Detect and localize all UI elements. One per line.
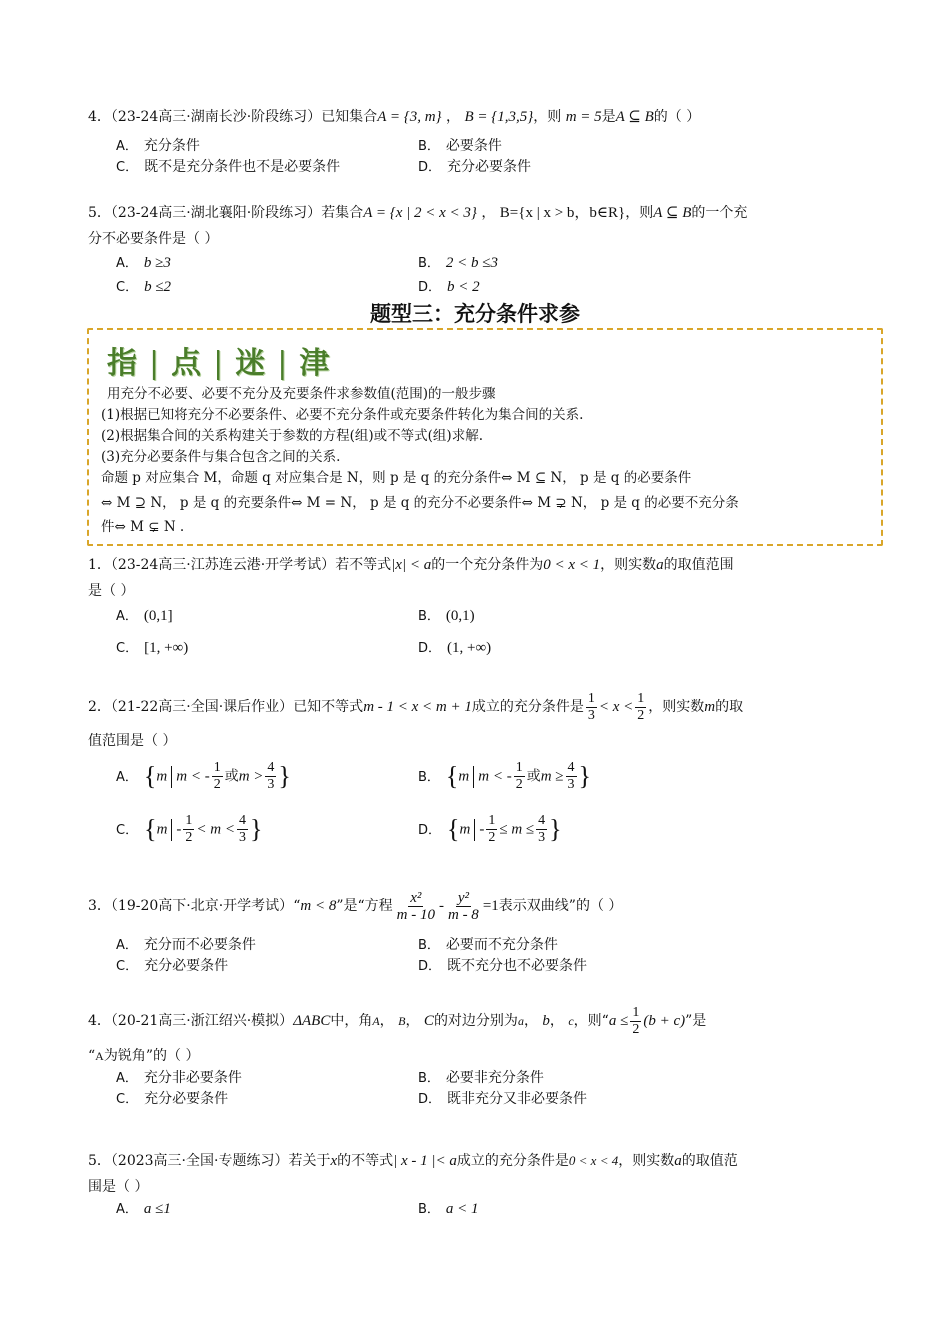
tip-line: 命题 p 对应集合 M，命题 q 对应集合是 N，则 p 是 q 的充分条件⇔ M ⊆ N， p 是 q 的必要条件	[101, 470, 692, 486]
tip-line: ⇔ M ⊇ N， p 是 q 的充要条件⇔ M = N， p 是 q 的充分不必要条件⇔ M ⊋ N， p 是 q 的必要不充分条	[101, 495, 739, 511]
tip-line: (3)充分必要条件与集合包含之间的关系.	[101, 449, 341, 465]
q2-option-b[interactable]: B． {m m < - $\frac{1}{2}$ 或m ≥ $\frac{4}{3}$ }	[418, 760, 592, 792]
q1-stem: 1．（23-24高三·江苏连云港·开学考试）若不等式|x| < a的一个充分条件为0 < x < 1，则实数a的取值范围 是（ ）	[88, 557, 734, 599]
q2-stem: 2．（21-22高三·全国·课后作业）已知不等式m - 1 < x < m + 1成立的充分条件是 $\frac{1}{3}$ < x < $\frac{1}{2}$ ，则实数m的取 值范围是（ ）	[88, 690, 744, 749]
tip-line: 用充分不必要、必要不充分及充要条件求参数值(范围)的一般步骤	[107, 386, 496, 402]
prev-q5-option-a[interactable]: A． b ≥3	[116, 255, 171, 271]
prev-q4-option-b[interactable]: B． 必要条件	[418, 138, 502, 154]
prev-q5-option-b[interactable]: B． 2 < b ≤3	[418, 255, 499, 271]
prev-q4-option-c[interactable]: C． 既不是充分条件也不是必要条件	[116, 159, 341, 175]
q2-option-c[interactable]: C． {m - $\frac{1}{2}$ < m < $\frac{4}{3}$ }	[116, 813, 263, 845]
tip-title: 指 | 点 | 迷 | 津	[107, 346, 332, 381]
prev-q5-option-c[interactable]: C． b ≤2	[116, 279, 172, 295]
q5-stem: 5．（2023高三·全国·专题练习）若关于x的不等式| x - 1 |< a成立的充分条件是0 < x < 4，则实数a的取值范 围是（ ）	[88, 1153, 738, 1195]
q4-option-a[interactable]: A． 充分非必要条件	[116, 1070, 242, 1086]
q3-stem: 3．（19-20高下·北京·开学考试）“m < 8”是“方程 $\frac{\text{x²}}{m - 10}$ - $\frac{\text{y²}}{m - 8}$ =1表示双曲线”的（ ）	[88, 889, 623, 923]
q3-option-c[interactable]: C． 充分必要条件	[116, 958, 229, 974]
q1-option-b[interactable]: B． (0,1)	[418, 608, 475, 624]
section-title: 题型三：充分条件求参	[370, 302, 580, 326]
q2-option-d[interactable]: D． {m - $\frac{1}{2}$ ≤ m ≤ $\frac{4}{3}$ }	[418, 813, 562, 845]
q1-option-c[interactable]: C． [1, +∞)	[116, 640, 189, 656]
tip-line: (1)根据已知将充分不必要条件、必要不充分条件或充要条件转化为集合间的关系.	[101, 407, 584, 423]
prev-q5-stem: 5．（23-24高三·湖北襄阳·阶段练习）若集合A = {x | 2 < x < 3} ， B={x | x > b，b∈R}，则A ⊆ B的一个充 分不必要条件是（ ）	[88, 205, 748, 247]
q5-option-a[interactable]: A． a ≤1	[116, 1201, 171, 1217]
q1-option-a[interactable]: A． (0,1]	[116, 608, 173, 624]
q3-option-d[interactable]: D． 既不充分也不必要条件	[418, 958, 588, 974]
prev-q5-option-d[interactable]: D． b < 2	[418, 279, 480, 295]
q4-option-b[interactable]: B． 必要非充分条件	[418, 1070, 544, 1086]
q4-option-c[interactable]: C． 充分必要条件	[116, 1091, 229, 1107]
set-a: A = {3, m}	[377, 109, 442, 125]
q4-option-d[interactable]: D． 既非充分又非必要条件	[418, 1091, 588, 1107]
prev-q4-option-a[interactable]: A． 充分条件	[116, 138, 200, 154]
set-b: B = {1,3,5}	[464, 109, 534, 125]
tip-line: 件⇔ M ⊊ N .	[101, 519, 185, 535]
tip-box	[87, 328, 883, 546]
tip-line: (2)根据集合间的关系构建关于参数的方程(组)或不等式(组)求解.	[101, 428, 483, 444]
q5-option-b[interactable]: B． a < 1	[418, 1201, 479, 1217]
q4-stem-line2: “A为锐角”的（ ）	[88, 1048, 200, 1064]
q4-stem: 4．（20-21高三·浙江绍兴·模拟）ΔABC中，角A， B， C的对边分别为a， b， c，则“a ≤ $\frac{1}{2}$ (b + c)”是	[88, 1004, 707, 1037]
prev-q4-stem: 4．（23-24高三·湖南长沙·阶段练习）已知集合A = {3, m} ， B = {1,3,5}，则 m = 5是A ⊆ B的（ ）	[88, 109, 701, 125]
q1-option-d[interactable]: D． (1, +∞)	[418, 640, 492, 656]
q3-option-b[interactable]: B． 必要而不充分条件	[418, 937, 558, 953]
prev-q4-option-d[interactable]: D． 充分必要条件	[418, 159, 532, 175]
q3-option-a[interactable]: A． 充分而不必要条件	[116, 937, 256, 953]
q2-option-a[interactable]: A． {m m < - $\frac{1}{2}$ 或m > $\frac{4}{3}$ }	[116, 760, 291, 792]
